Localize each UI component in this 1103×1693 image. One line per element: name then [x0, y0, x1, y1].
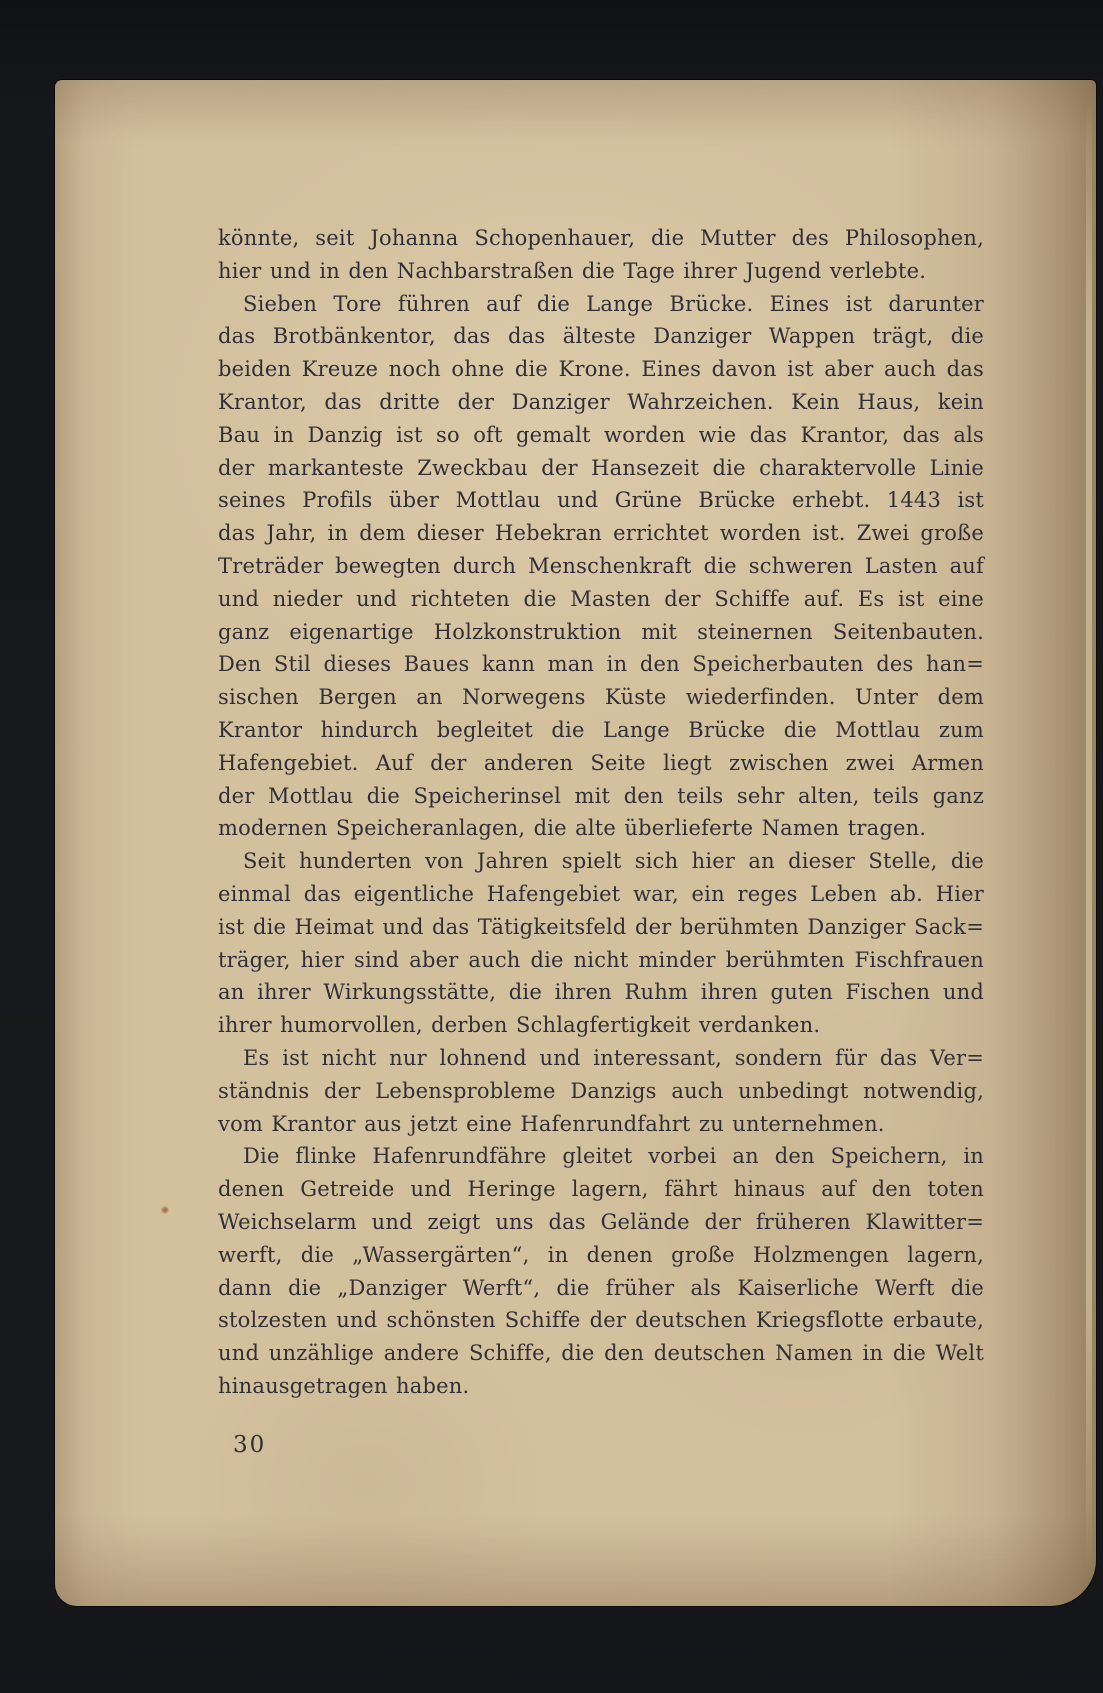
text-line: Krantor, das dritte der Danziger Wahrzeichen. Kein Haus, kein — [218, 389, 984, 414]
text-line: werft, die „Wassergärten“, in denen große Holzmengen lagern, — [218, 1242, 984, 1267]
text-line: beiden Kreuze noch ohne die Krone. Eines davon ist aber auch das — [218, 357, 984, 382]
text-line: modernen Speicheranlagen, die alte überlieferte Namen tragen. — [218, 816, 927, 841]
text-line: der markanteste Zweckbau der Hansezeit die charaktervolle Linie — [218, 455, 984, 480]
text-line: Weichselarm und zeigt uns das Gelände der früheren Klawitter= — [218, 1209, 984, 1234]
text-line: an ihrer Wirkungsstätte, die ihren Ruhm ihren guten Fischen und — [218, 980, 984, 1005]
text-line: dann die „Danziger Werft“, die früher als Kaiserliche Werft die — [218, 1275, 984, 1300]
text-line: Treträder bewegten durch Menschenkraft die schweren Lasten auf — [218, 553, 984, 578]
text-line: Den Stil dieses Baues kann man in den Speicherbauten des han= — [218, 652, 984, 677]
text-line: ganz eigenartige Holzkonstruktion mit steinernen Seitenbauten. — [218, 619, 984, 644]
text-line: Hafengebiet. Auf der anderen Seite liegt zwischen zwei Armen — [218, 750, 984, 775]
page-number: 30 — [233, 1432, 267, 1458]
text-line: vom Krantor aus jetzt eine Hafenrundfahrt zu unternehmen. — [218, 1111, 885, 1136]
text-line: und unzählige andere Schiffe, die den deutschen Namen in die Welt — [218, 1341, 984, 1366]
text-line: hinausgetragen haben. — [218, 1373, 470, 1398]
text-line: Die flinke Hafenrundfähre gleitet vorbei an den Speichern, in — [243, 1144, 984, 1169]
text-line: Krantor hindurch begleitet die Lange Brücke die Mottlau zum — [218, 717, 984, 742]
text-line: ihrer humorvollen, derben Schlagfertigkeit verdanken. — [218, 1013, 821, 1038]
book-page — [55, 80, 1096, 1606]
text-line: Seit hunderten von Jahren spielt sich hier an dieser Stelle, die — [243, 849, 984, 874]
page-edge-highlight — [1086, 96, 1092, 1572]
text-line: träger, hier sind aber auch die nicht minder berühmten Fischfrauen — [218, 947, 984, 972]
text-line: Sieben Tore führen auf die Lange Brücke. Eines ist darunter — [243, 291, 984, 316]
fox-spot — [161, 1206, 169, 1214]
body-text — [218, 222, 984, 1403]
text-line: das Brotbänkentor, das das älteste Danziger Wappen trägt, die — [218, 324, 984, 349]
text-line: stolzesten und schönsten Schiffe der deutschen Kriegsflotte erbaute, — [218, 1308, 984, 1333]
text-line: könnte, seit Johanna Schopenhauer, die Mutter des Philosophen, — [218, 226, 984, 250]
text-line: seines Profils über Mottlau und Grüne Brücke erhebt. 1443 ist — [218, 488, 984, 513]
text-line: sischen Bergen an Norwegens Küste wiederfinden. Unter dem — [218, 685, 984, 710]
text-line: ständnis der Lebensprobleme Danzigs auch unbedingt notwendig, — [218, 1078, 984, 1103]
text-line: Es ist nicht nur lohnend und interessant, sondern für das Ver= — [243, 1045, 984, 1070]
text-line: hier und in den Nachbarstraßen die Tage ihrer Jugend verlebte. — [218, 258, 927, 283]
text-line: Bau in Danzig ist so oft gemalt worden wie das Krantor, das als — [218, 422, 984, 447]
text-line: der Mottlau die Speicherinsel mit den teils sehr alten, teils ganz — [218, 783, 984, 808]
text-line: einmal das eigentliche Hafengebiet war, ein reges Leben ab. Hier — [218, 881, 984, 906]
text-line: denen Getreide und Heringe lagern, fährt hinaus auf den toten — [218, 1177, 984, 1202]
text-line: und nieder und richteten die Masten der Schiffe auf. Es ist eine — [218, 586, 984, 611]
text-line: das Jahr, in dem dieser Hebekran errichtet worden ist. Zwei große — [218, 521, 984, 546]
text-line: ist die Heimat und das Tätigkeitsfeld der berühmten Danziger Sack= — [218, 914, 984, 939]
